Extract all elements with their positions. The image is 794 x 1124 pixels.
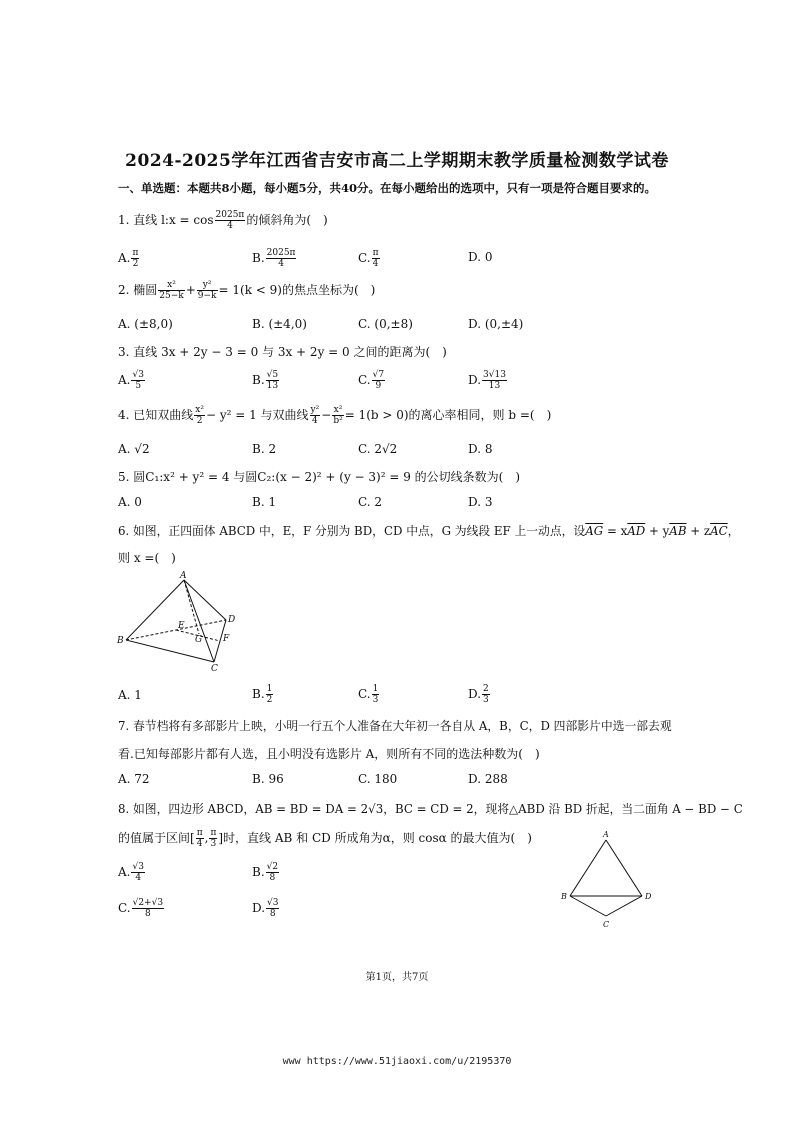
label-C: C [211,664,218,672]
question-7-line1: 7. 春节档将有多部影片上映，小明一行五个人准备在大年初一各自从 A，B，C，D 四部影片中选一部去观 [118,719,672,733]
question-2-stem: 2. 椭圆 $\frac{\text{x²}}{25-k}$ + $\frac{\text{y²}}{9-k}$ = 1(k < 9)的焦点坐标为( ) [118,280,376,301]
q2-option-a: A. (±8,0) [118,317,173,331]
edge-CD [606,896,642,916]
tetrahedron-figure [116,568,246,672]
q1-option-d: D. 0 [468,250,493,264]
label-B: B [117,636,124,646]
q5-option-a: A. 0 [118,495,142,509]
q4-option-b: B. 2 [252,442,277,456]
page-title: 2024-2025学年江西省吉安市高二上学期期末教学质量检测数学试卷 [125,151,669,171]
q7-option-b: B. 96 [252,772,284,786]
q6-option-c: C. $\frac{1}{3}$ [358,684,379,705]
q7-option-d: D. 288 [468,772,508,786]
watermark-url: www https://www.51jiaoxi.com/u/2195370 [282,1056,512,1067]
q7-option-c: C. 180 [358,772,398,786]
question-1-stem: 1. 直线 l:x = cos $\frac{2025\pi}{4}$ 的倾斜角为( ) [118,210,328,231]
question-8-line2: 的值属于区间[ $\frac{\pi}{4}$ , $\frac{\pi}{3}$ ]时，直线 AB 和 CD 所成角为α，则 cosα 的最大值为( ) [118,828,532,849]
question-8-line1: 8. 如图，四边形 ABCD，AB = BD = DA = 2√3，BC = CD = 2，现将△ABD 沿 BD 折起，当二面角 A − BD − C [118,802,743,816]
label-C: C [603,920,610,929]
q5-option-d: D. 3 [468,495,493,509]
label-B: B [561,892,567,901]
q2-option-c: C. (0,±8) [358,317,413,331]
label-A: A [603,830,609,839]
label-G: G [195,635,203,645]
quadrilateral-figure [558,828,658,932]
q6-option-b: B. $\frac{1}{2}$ [252,684,273,705]
question-6-line2: 则 x =( ) [118,551,176,565]
q7-option-a: A. 72 [118,772,150,786]
edge-AC [184,580,214,662]
label-D: D [645,892,652,901]
q2-option-d: D. (0,±4) [468,317,524,331]
q3-option-c: C. $\frac{√7}{9}$ [358,370,385,391]
label-A: A [180,571,187,581]
edge-AB [126,580,184,640]
q1-option-b: B. $\frac{2025\pi}{4}$ [252,248,296,269]
question-3-stem: 3. 直线 3x + 2y − 3 = 0 与 3x + 2y = 0 之间的距离为( ) [118,345,447,359]
question-6-stem: 6. 如图，正四面体 ABCD 中，E，F 分别为 BD，CD 中点，G 为线段 EF 上一动点，设$\overline{AG} = x\overline{AD} + y\overline{AB} + z\overline{AC}$， [118,524,740,538]
page-footer: 第1页，共7页 [365,972,429,983]
q5-option-b: B. 1 [252,495,277,509]
section-heading: 一、单选题：本题共8小题，每小题5分，共40分。在每小题给出的选项中，只有一项是符合题目要求的。 [118,181,657,195]
q4-option-d: D. 8 [468,442,493,456]
q1-option-a: A. $\frac{\pi}{2}$ [118,248,139,269]
q3-option-d: D. $\frac{3√13}{13}$ [468,370,506,391]
label-D: D [228,615,236,625]
q4-option-c: C. 2√2 [358,442,398,456]
q5-option-c: C. 2 [358,495,383,509]
q2-option-b: B. (±4,0) [252,317,307,331]
q6-option-d: D. $\frac{2}{3}$ [468,684,489,705]
edge-AD [606,840,642,896]
q1-option-c: C. $\frac{\pi}{4}$ [358,248,379,269]
q6-option-a: A. 1 [118,688,142,702]
q8-option-c: C. $\frac{√2+√3}{8}$ [118,898,164,919]
q8-option-b: B. $\frac{√2}{8}$ [252,862,279,883]
edge-BC [570,896,606,916]
question-5-stem: 5. 圆C₁:x² + y² = 4 与圆C₂:(x − 2)² + (y − 3)² = 9 的公切线条数为( ) [118,470,521,484]
question-4-stem: 4. 已知双曲线 $\frac{\text{x²}}{2}$ − y² = 1 与双曲线 $\frac{\text{y²}}{4}$ − $\frac{\text{x²}}{\text{b²}}$ = 1(b > 0)的离心率相同，则 b =( ) [118,405,552,426]
label-E: E [178,621,185,631]
segment-AG [184,580,199,634]
edge-AB [570,840,606,896]
q4-option-a: A. √2 [118,442,150,456]
q8-option-d: D. $\frac{√3}{8}$ [252,898,279,919]
label-F: F [223,634,230,644]
q3-option-a: A. $\frac{√3}{5}$ [118,370,144,391]
edge-AD [184,580,226,620]
q3-option-b: B. $\frac{√5}{13}$ [252,370,279,391]
question-7-line2: 看.已知每部影片都有人选，且小明没有选影片 A，则所有不同的选法种数为( ) [118,747,540,761]
q8-option-a: A. $\frac{√3}{4}$ [118,862,144,883]
